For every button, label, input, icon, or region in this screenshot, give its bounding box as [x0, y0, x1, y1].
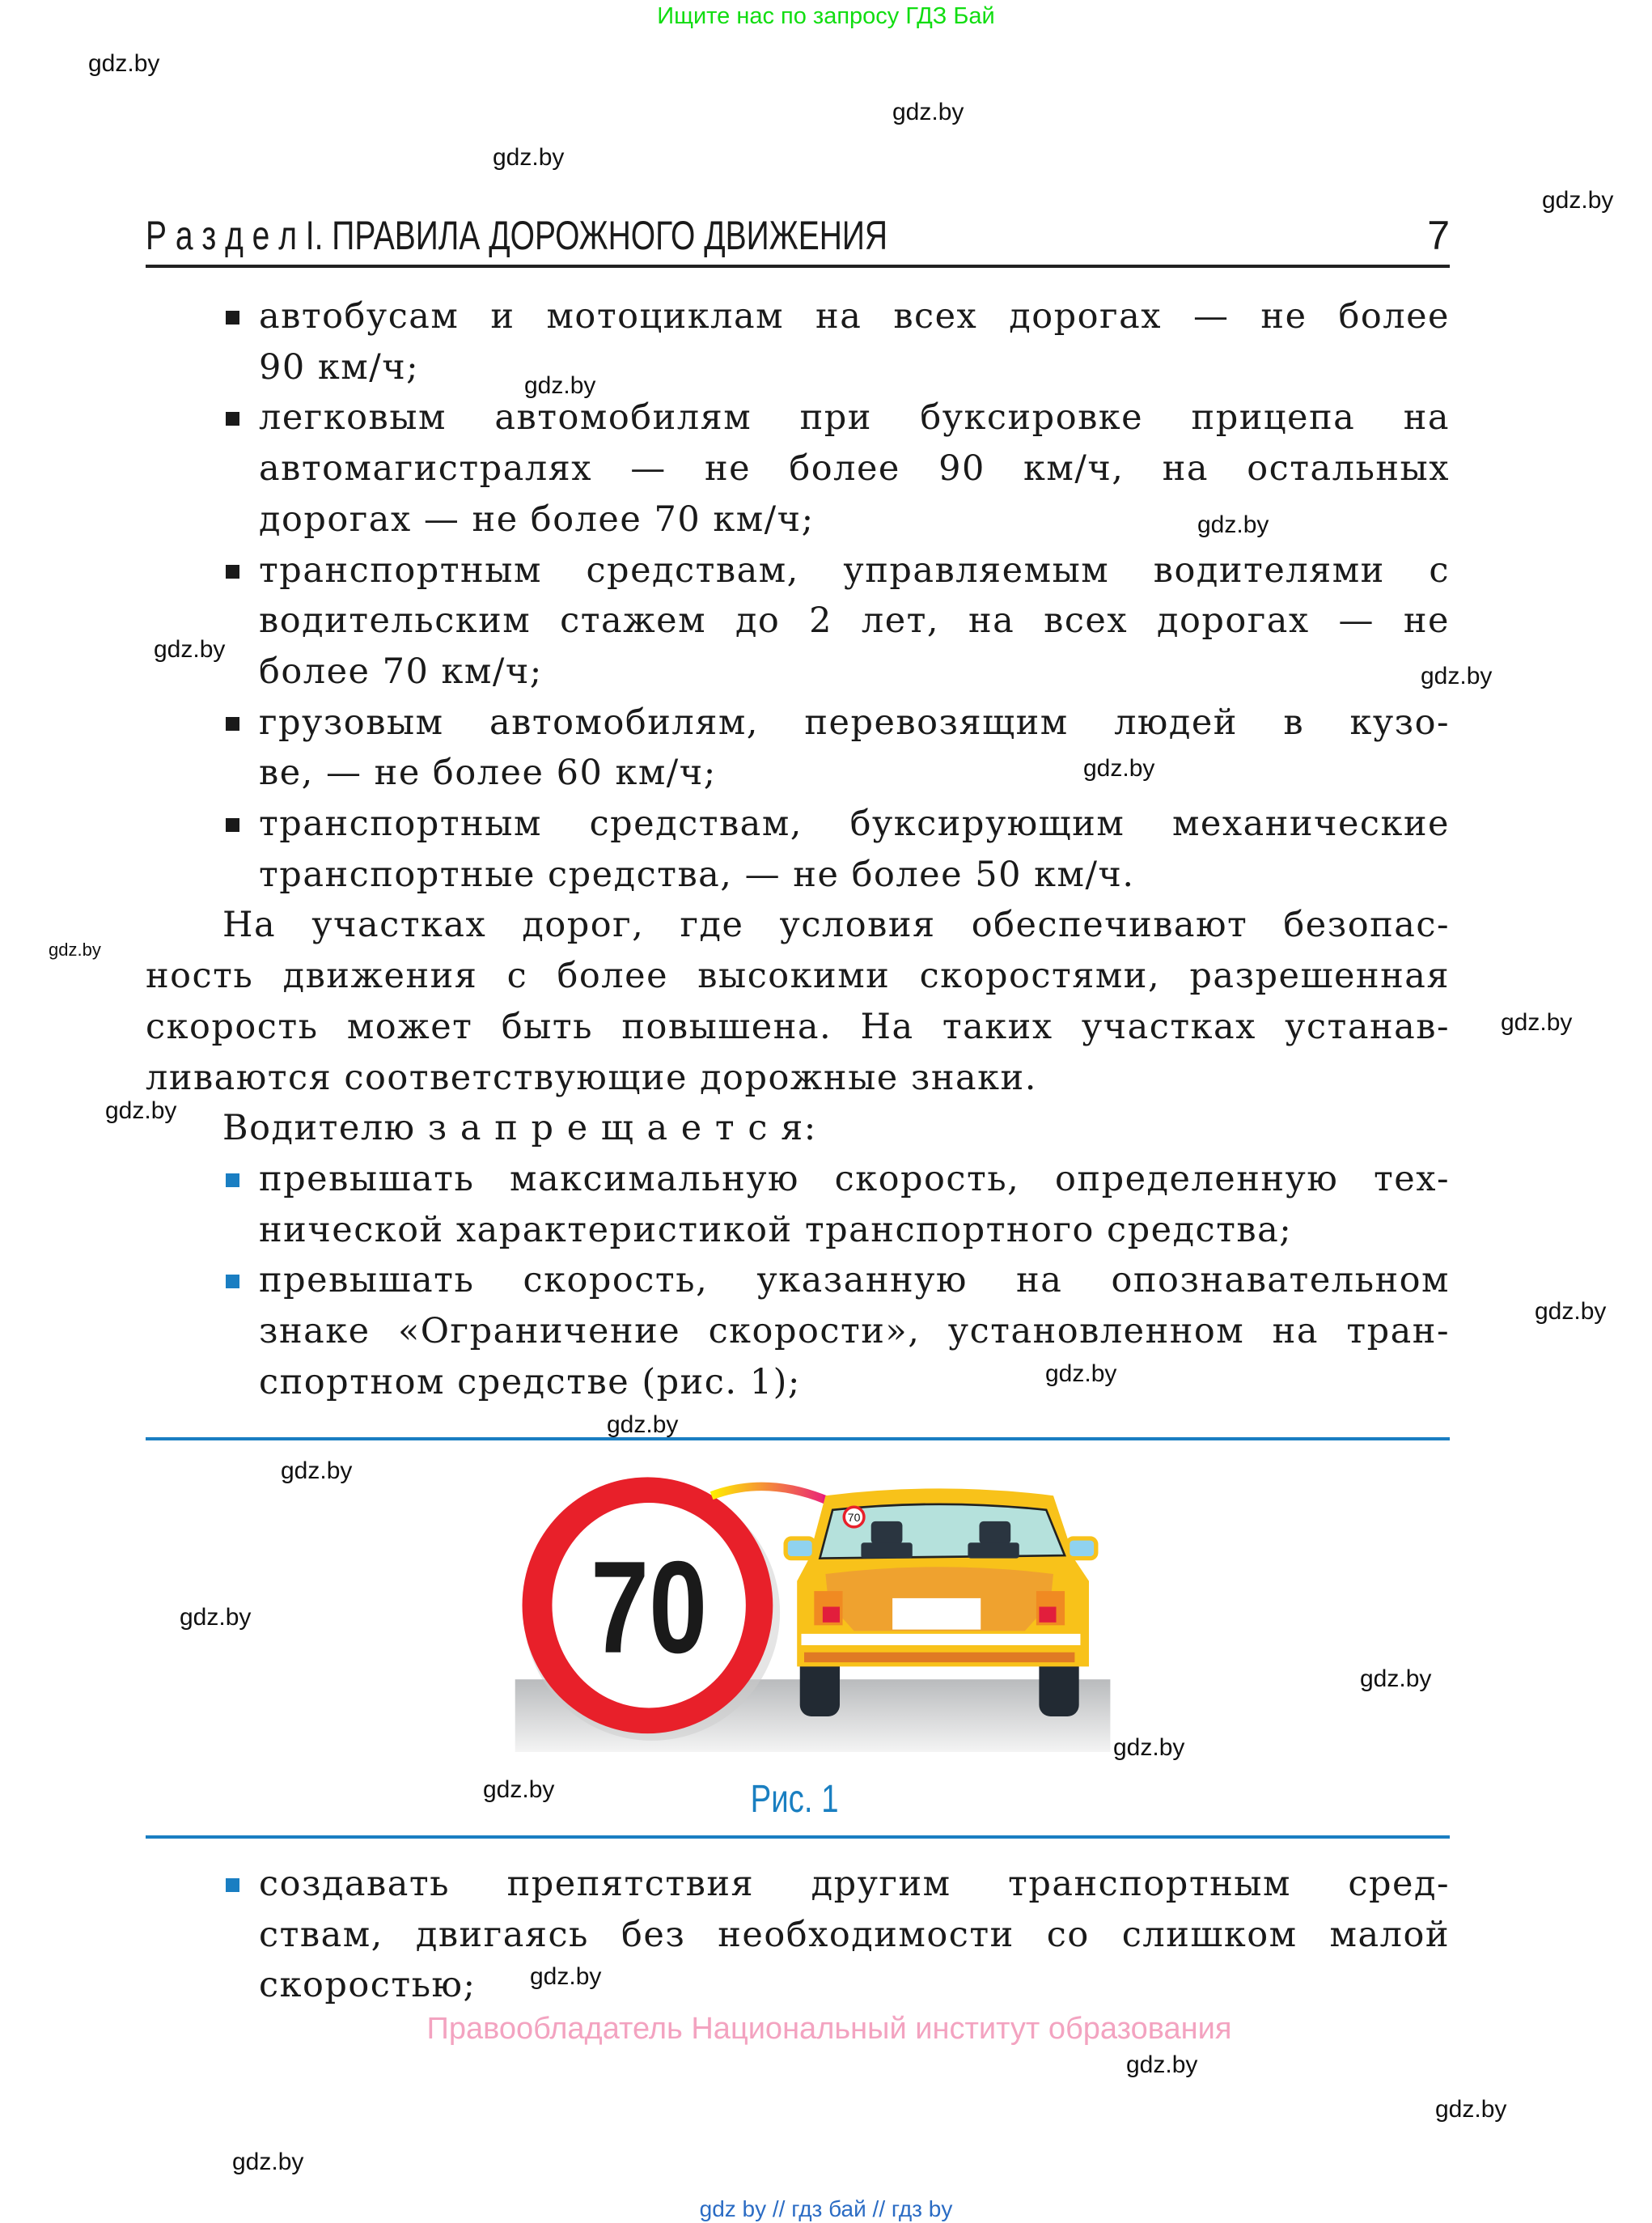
watermark-text: gdz.by: [1083, 755, 1155, 782]
watermark-text: gdz.by: [1421, 663, 1493, 689]
list-item-line: более 70 км/ч;: [259, 651, 543, 692]
bullet-icon: [226, 1275, 239, 1288]
page-number: 7: [1427, 213, 1450, 258]
list-item-line: водительским стажем до 2 лет, на всех дорогах — не: [259, 600, 1450, 642]
arrow-icon: [712, 1487, 833, 1503]
list-item-line: дорогах — не более 70 км/ч;: [259, 498, 815, 540]
list-item-line: спортном средстве (рис. 1);: [259, 1361, 801, 1402]
watermark-text: gdz.by: [1542, 187, 1614, 214]
watermark-text: gdz.by: [530, 1963, 602, 1990]
list-item-line: автомагистралях — не более 90 км/ч, на остальных: [259, 448, 1450, 490]
figure-bottom-divider: [146, 1835, 1450, 1839]
bullet-icon: [226, 818, 239, 832]
watermark-text: gdz.by: [88, 50, 160, 77]
figure-illustration: [484, 1467, 1125, 1752]
paragraph-line: Водителю з а п р е щ а е т с я:: [222, 1108, 817, 1149]
watermark-text: gdz.by: [1435, 2096, 1507, 2123]
paragraph-line: На участках дорог, где условия обеспечивают безопас-: [222, 905, 1450, 946]
bullet-icon: [226, 1878, 239, 1892]
watermark-text: gdz.by: [1045, 1360, 1117, 1387]
paragraph-line: скорость может быть повышена. На таких участках устанав-: [146, 1006, 1450, 1047]
page-header: [146, 212, 1450, 261]
figure-caption: [0, 1777, 1589, 1822]
bottom-links[interactable]: gdz by // гдз бай // гдз by: [699, 2196, 953, 2221]
sticker-value: 70: [847, 1510, 861, 1524]
list-item-line: создавать препятствия другим транспортным сред-: [259, 1864, 1450, 1904]
bullet-icon: [226, 1173, 239, 1187]
list-item-line: скоростью;: [259, 1965, 477, 2006]
watermark-text: gdz.by: [607, 1411, 679, 1438]
watermark-text: gdz.by: [892, 99, 964, 125]
bullet-icon: [226, 311, 239, 325]
watermark-text: gdz.by: [1113, 1734, 1185, 1761]
watermark-text: gdz.by: [49, 940, 101, 960]
list-item-line: ве, — не более 60 км/ч;: [259, 753, 717, 794]
watermark-text: gdz.by: [232, 2149, 304, 2175]
list-item-line: легковым автомобилям при буксировке прицепа на: [259, 397, 1450, 439]
copyright-notice: Правообладатель Национальный институт образования: [426, 2012, 1232, 2046]
paragraph-line: ность движения с более высокими скоростями, разрешенная: [146, 956, 1450, 997]
list-item-line: транспортным средствам, управляемым водителями с: [259, 549, 1450, 591]
list-item-line: превышать скорость, указанную на опознавательном: [259, 1260, 1450, 1301]
section-title: Р а з д е л I. ПРАВИЛА ДОРОЖНОГО ДВИЖЕНИЯ: [146, 213, 888, 258]
watermark-text: gdz.by: [154, 636, 226, 663]
search-banner[interactable]: Ищите нас по запросу ГДЗ Бай: [657, 3, 995, 29]
paragraph-line: ливаются соответствующие дорожные знаки.: [146, 1057, 1037, 1098]
watermark-text: gdz.by: [1535, 1298, 1607, 1325]
list-item-line: транспортные средства, — не более 50 км/ч.: [259, 854, 1135, 895]
watermark-text: gdz.by: [180, 1604, 252, 1631]
bullet-icon: [226, 717, 239, 731]
watermark-text: gdz.by: [1126, 2051, 1198, 2078]
figure-caption-text: Рис. 1: [750, 1778, 839, 1821]
list-item-line: нической характеристикой транспортного средства;: [259, 1209, 1293, 1250]
list-item-line: автобусам и мотоциклам на всех дорогах — не более: [259, 296, 1450, 337]
watermark-text: gdz.by: [524, 372, 596, 399]
bullet-icon: [226, 565, 239, 579]
list-item-line: ствам, двигаясь без необходимости со слишком малой: [259, 1914, 1450, 1955]
list-item-line: грузовым автомобилям, перевозящим людей в кузо-: [259, 702, 1450, 743]
list-item-line: 90 км/ч;: [259, 346, 420, 388]
speed-limit-sign-icon: [523, 1477, 773, 1733]
watermark-text: gdz.by: [493, 144, 565, 171]
list-item-line: транспортным средствам, буксирующим механические: [259, 804, 1450, 844]
watermark-text: gdz.by: [483, 1776, 555, 1803]
watermark-text: gdz.by: [281, 1457, 353, 1484]
bullet-icon: [226, 412, 239, 426]
list-item-line: знаке «Ограничение скорости», установленном на тран-: [259, 1311, 1450, 1351]
figure-top-divider: [146, 1437, 1450, 1440]
watermark-text: gdz.by: [1197, 511, 1269, 538]
header-divider: [146, 265, 1450, 268]
list-item-line: превышать максимальную скорость, определенную тех-: [259, 1158, 1450, 1199]
watermark-text: gdz.by: [1501, 1009, 1573, 1036]
watermark-text: gdz.by: [105, 1097, 177, 1124]
watermark-text: gdz.by: [1360, 1665, 1432, 1692]
sign-value: 70: [591, 1534, 708, 1682]
